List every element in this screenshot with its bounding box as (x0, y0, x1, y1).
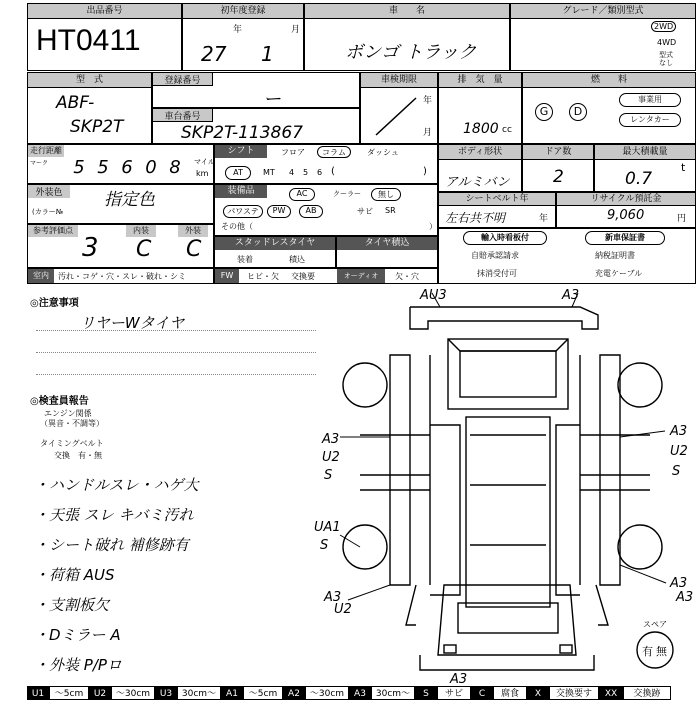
equip-other-end: ） (429, 222, 437, 231)
notes-label: ◎注意事項 (30, 298, 79, 309)
body-type-value: アルミバン (445, 175, 510, 190)
legend-code: A1 (221, 686, 243, 700)
capacity-value: 0.7 (625, 169, 653, 189)
spare-none: 無 (656, 645, 667, 658)
body-type-label: ボディ形状 (439, 145, 521, 160)
capacity-box (594, 144, 696, 192)
mark-top-a3: A3 (562, 288, 580, 303)
fw-text: ヒビ・欠 (247, 272, 279, 281)
equip-other: その他（ (221, 222, 253, 231)
legend-text: サビ (437, 686, 471, 700)
engine-sub: （異音・不調等） (40, 419, 104, 428)
scores-interior-label: 内装 (126, 225, 156, 237)
recycle-unit: 円 (677, 214, 687, 224)
mark-left-s: S (324, 468, 333, 483)
registration-value: ー (263, 89, 281, 110)
mark-top-au3: AU3 (420, 288, 447, 303)
registration-box (152, 72, 360, 108)
audio-label: オーディオ (337, 269, 385, 283)
shift-at: AT (225, 166, 251, 180)
legend-code: A2 (283, 686, 305, 700)
notes-text: リヤーWタイヤ (80, 314, 185, 332)
legend-bar (27, 686, 696, 700)
scores-box (27, 224, 214, 268)
remark: ・外装 P/Pロ (34, 656, 122, 674)
studless-box (214, 236, 336, 268)
legend-text: 腐食 (493, 686, 527, 700)
legend-code: X (527, 686, 549, 700)
equip-cooler: クーラー (333, 190, 361, 198)
interior-row-label: 室内 (28, 269, 54, 283)
grade-box (510, 3, 696, 71)
mileage-label: 走行距離 (30, 146, 62, 155)
digit: 8 (169, 157, 181, 178)
grade-none: 型式 なし (659, 51, 673, 67)
doors-box (522, 144, 594, 192)
fw-row (214, 268, 438, 284)
legend-text: 30cm～ (177, 686, 221, 700)
model-label: 型 式 (28, 73, 151, 88)
legend-code: U1 (27, 686, 49, 700)
body-type-box (438, 144, 522, 192)
legend-code: S (415, 686, 437, 700)
fuel-label: 燃 料 (523, 73, 695, 88)
digit: 6 (121, 157, 133, 178)
mileage-box (27, 144, 214, 184)
inspector-label: ◎検査員報告 (30, 396, 89, 407)
legend-text: ～30cm (305, 686, 349, 700)
capacity-unit: t (681, 161, 686, 174)
mark-left-a3b: A3 (324, 590, 342, 605)
lot-label: 出品番号 (28, 4, 181, 19)
first-reg-label: 初年度登録 (183, 4, 303, 19)
seatbelt-label: シートベルト年 (439, 193, 555, 206)
legend-text: ～5cm (243, 686, 283, 700)
first-reg-box (182, 3, 304, 71)
shift-paren-close: ) (423, 166, 427, 177)
legend-text: 30cm～ (371, 686, 415, 700)
mark-left-ua1: UA1 (314, 520, 341, 535)
score-overall: 3 (82, 233, 99, 263)
remark: ・天張 スレ キバミ汚れ (34, 506, 194, 524)
month-unit: 月 (291, 25, 301, 35)
mark-left-a3: A3 (322, 432, 340, 447)
equip-none: 無し (371, 188, 401, 201)
grade-2wd: 2WD (651, 21, 676, 32)
color-label: 外装色 (28, 185, 70, 198)
lot-box (27, 3, 182, 71)
spare-value: 有 (642, 645, 653, 658)
mark-right-s: S (672, 464, 681, 479)
seatbelt-box (438, 192, 556, 228)
digit: 0 (145, 157, 157, 178)
studless-loaded: 積込 (289, 255, 305, 264)
legend-code: U2 (89, 686, 111, 700)
year-unit: 年 (233, 25, 243, 35)
grade-4wd: 4WD (657, 38, 677, 47)
mark-right-a3: A3 (670, 424, 688, 439)
doors-value: 2 (553, 167, 564, 187)
recycle-box (556, 192, 696, 228)
legend-text: 交換要す (549, 686, 599, 700)
equip-ab: AB (299, 205, 323, 218)
registration-label: 登録番号 (153, 73, 213, 86)
displacement-label: 排 気 量 (439, 73, 521, 88)
lot-number: HT0411 (36, 24, 141, 57)
shift-mt: MT (263, 168, 275, 177)
color-box (27, 184, 214, 224)
legend-text: ～30cm (111, 686, 155, 700)
shift-paren-open: ( (331, 166, 335, 177)
legend-text: ～5cm (49, 686, 89, 700)
remark: ・支割板欠 (34, 596, 110, 614)
shift-gear: 4 (289, 168, 295, 177)
legend-code: XX (599, 686, 623, 700)
seatbelt-value: 左右共不明 (445, 211, 506, 225)
digit: 5 (73, 157, 85, 178)
model-box (27, 72, 152, 144)
displacement-value: 1800 (463, 121, 499, 137)
shift-floor: フロア (281, 148, 305, 157)
recycle-label: リサイクル預託金 (557, 193, 695, 206)
inspection-box (360, 72, 438, 144)
mileage-digits (68, 157, 186, 178)
studless-label: スタッドレスタイヤ (215, 237, 335, 250)
mileage-unit-km: km (196, 169, 209, 178)
color-value: 指定色 (104, 190, 155, 210)
paper-cancel: 抹消受付可 (477, 269, 517, 278)
recycle-value: 9,060 (607, 208, 645, 223)
shift-label: シフト (215, 145, 267, 158)
inspection-label: 車検期限 (361, 73, 437, 88)
equip-sabi: サビ (357, 207, 373, 216)
scores-exterior-label: 外装 (178, 225, 208, 237)
interior-row-text: 汚れ・コゲ・穴・スレ・破れ・シミ (58, 272, 186, 281)
score-exterior: C (186, 237, 202, 262)
fuel-rental: レンタカー (619, 113, 681, 127)
car-name-label: 車 名 (305, 4, 509, 19)
mark-right-a3b: A3 (670, 576, 688, 591)
mark-bottom-a3: A3 (450, 672, 468, 687)
shift-gear: 6 (317, 168, 323, 177)
shift-box (214, 144, 438, 184)
fw-label: FW (215, 269, 239, 283)
equip-pawa: パワステ (223, 205, 263, 218)
remark: ・荷箱 AUS (34, 566, 115, 584)
paper-cable: 充電ケーブル (595, 269, 643, 278)
chassis-label: 車台番号 (153, 109, 213, 122)
shift-column: コラム (317, 146, 351, 158)
mileage-mark: マーク (30, 160, 49, 167)
fuel-g: G (535, 103, 553, 121)
mark-left-s2: S (320, 538, 329, 553)
scores-label: 参考評価点 (28, 225, 78, 237)
interior-row (27, 268, 214, 284)
papers-box (438, 228, 696, 284)
paper-import: 輸入時看板付 (463, 231, 547, 245)
displacement-box (438, 72, 522, 144)
equipment-label: 装備品 (215, 185, 267, 198)
audio-text: 欠・穴 (395, 272, 419, 281)
model-line2: SKP2T (70, 117, 124, 137)
fuel-business: 事業用 (619, 93, 681, 107)
notes-line (36, 352, 316, 353)
tire-load-box (336, 236, 438, 268)
displacement-unit: cc (502, 125, 512, 135)
shift-gear: 5 (303, 168, 309, 177)
car-name-box (304, 3, 510, 71)
doors-label: ドア数 (523, 145, 593, 160)
legend-code: U3 (155, 686, 177, 700)
paper-cali: 自賠承認請求 (471, 251, 519, 260)
notes-line (36, 330, 316, 331)
inspection-year-unit: 年 (423, 96, 433, 106)
equip-ac: AC (289, 188, 315, 201)
equip-pw: PW (267, 205, 291, 218)
paper-tax: 納税証明書 (595, 251, 635, 260)
inspection-strike (371, 93, 421, 139)
studless-installed: 装着 (237, 255, 253, 264)
model-line1: ABF- (56, 93, 95, 113)
remark: ・ハンドルスレ・ハゲ大 (34, 476, 199, 494)
tire-load-label: タイヤ積込 (337, 237, 437, 250)
equipment-box (214, 184, 438, 236)
first-reg-year: 27 (201, 42, 227, 66)
notes-line (36, 374, 316, 375)
mark-right-a3c: A3 (676, 590, 694, 605)
shift-dash: ダッシュ (367, 148, 399, 157)
digit: 5 (97, 157, 109, 178)
mark-right-u2: U2 (670, 444, 688, 459)
mileage-unit-mile: マイル (194, 158, 215, 166)
legend-text: 交換跡 (623, 686, 671, 700)
fuel-d: D (569, 103, 587, 121)
score-interior: C (136, 237, 152, 262)
spare-label: スペア (643, 620, 667, 629)
paper-warranty: 新車保証書 (585, 231, 665, 245)
legend-code: A3 (349, 686, 371, 700)
first-reg-month: 1 (261, 42, 274, 66)
engine-label: エンジン関係 (44, 409, 92, 418)
vehicle-diagram (314, 285, 700, 687)
grade-label: グレード／類別型式 (511, 4, 695, 19)
mark-left-u2: U2 (322, 450, 340, 465)
capacity-label: 最大積載量 (595, 145, 695, 160)
remark: ・Dミラー A (34, 626, 121, 644)
fw-exchange: 交換要 (291, 272, 315, 281)
remark: ・シート破れ 補修跡有 (34, 536, 189, 554)
chassis-number: SKP2T-113867 (181, 123, 303, 143)
seatbelt-unit: 年 (539, 214, 549, 224)
fuel-box (522, 72, 696, 144)
color-no: (カラー№ (32, 208, 64, 216)
timing-sub: 交換 有・無 (54, 451, 102, 460)
chassis-box (152, 108, 360, 144)
timing-label: タイミングベルト (40, 439, 104, 448)
equip-sr: SR (385, 206, 396, 215)
inspection-month-unit: 月 (423, 128, 433, 138)
mark-left-u2b: U2 (334, 602, 352, 617)
car-name: ボンゴ トラック (345, 42, 477, 63)
legend-code: C (471, 686, 493, 700)
